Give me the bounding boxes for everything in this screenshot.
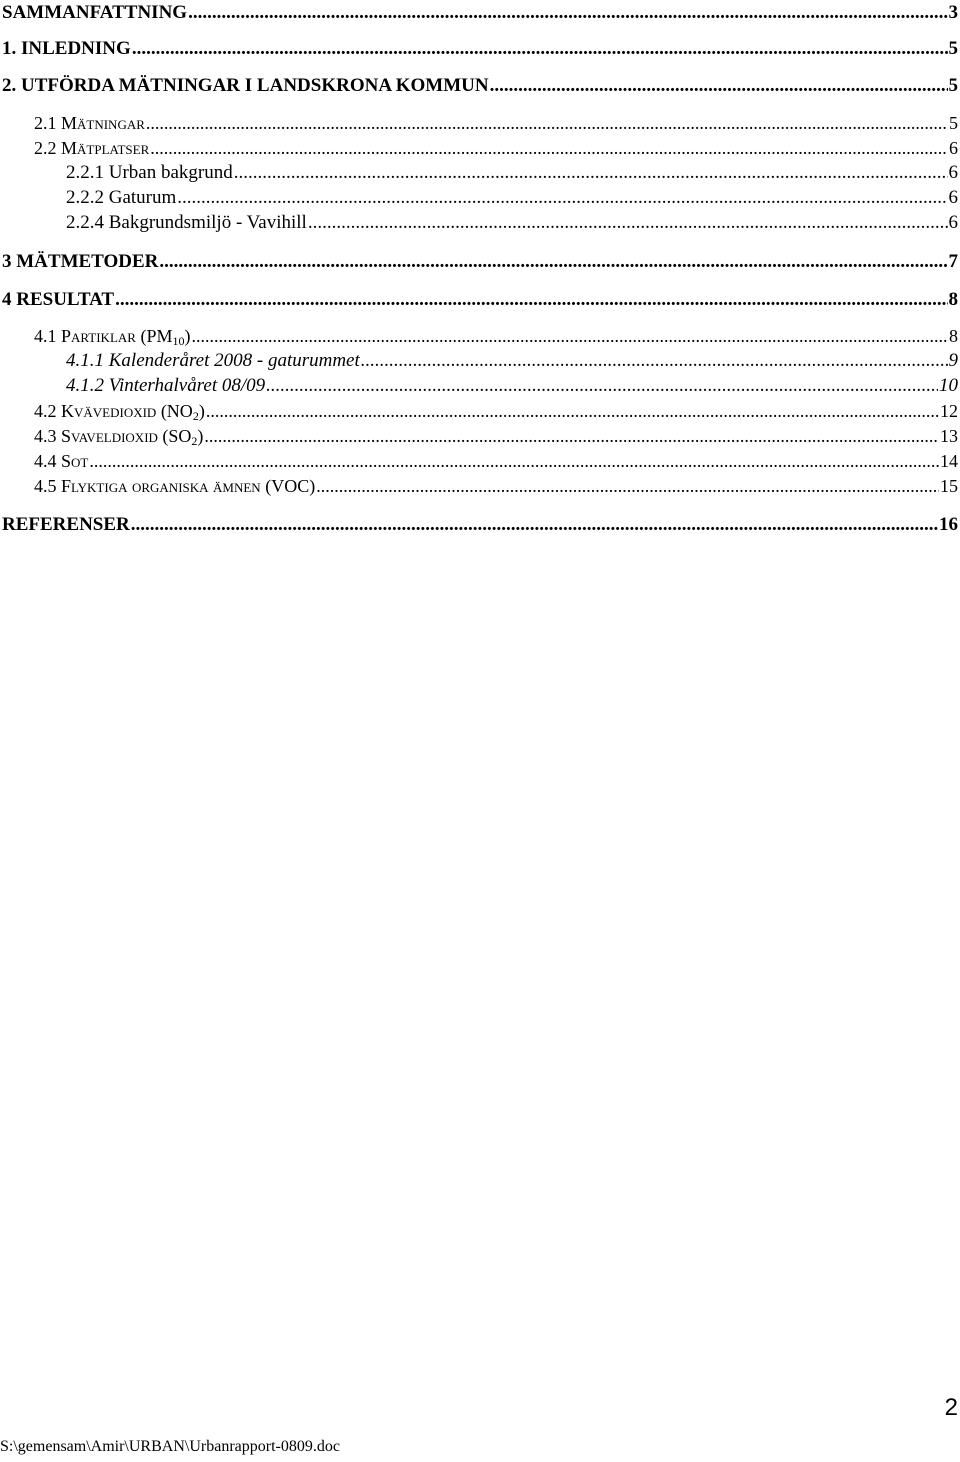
dot-leader [132,38,948,60]
toc-entry-title-main: 4.2 Kvävedioxid (NO [34,401,193,421]
toc-entry-title [34,400,205,422]
toc-entry-title-end: ) [198,401,205,421]
dot-leader [150,137,948,159]
toc-entry-title: 1. INLEDNING [2,38,131,59]
toc-entry-partiklar[interactable] [34,325,958,347]
toc-entry-title: 4.5 Flyktiga organiska ämnen (VOC) [34,476,316,496]
toc-entry-inledning[interactable] [2,38,958,60]
toc-entry-title: 2. UTFÖRDA MÄTNINGAR I LANDSKRONA KOMMUN [2,75,489,96]
toc-entry-title-subscript: 10 [172,334,185,348]
toc-entry-page: 9 [948,350,958,371]
dot-leader [206,400,939,422]
toc-entry-page: 5 [948,38,958,59]
toc-entry-matplatser[interactable] [34,137,958,159]
toc-entry-page: 15 [940,476,958,496]
toc-entry-flyktiga-organiska-amnen[interactable] [34,475,958,497]
toc-entry-title: REFERENSER [2,514,130,535]
dot-leader [159,251,947,273]
toc-entry-title: 4.1.1 Kalenderåret 2008 - gaturummet [66,350,360,371]
toc-entry-matningar[interactable] [34,112,958,134]
toc-entry-title-subscript: 2 [191,434,198,448]
toc-entry-page: 13 [940,426,958,446]
page-number: 2 [944,1394,958,1421]
toc-entry-kvavedioxid[interactable] [34,400,958,422]
toc-entry-sot[interactable] [34,450,958,472]
toc-entry-vinterhalvaret[interactable] [66,375,958,397]
toc-entry-title [34,325,190,347]
dot-leader [490,75,948,97]
toc-entry-page: 12 [940,401,958,421]
toc-entry-title: 2.2 Mätplatser [34,138,150,158]
dot-leader [308,212,948,234]
dot-leader [131,514,938,536]
toc-entry-page: 14 [940,451,958,471]
toc-entry-title-main: 4.3 Svaveldioxid (SO [34,426,192,446]
dot-leader [361,350,948,372]
toc-entry-title: 4.4 Sot [34,451,89,471]
toc-entry-page: 16 [939,514,958,535]
toc-entry-page: 5 [949,113,958,133]
toc-entry-utforda-matningar[interactable] [2,75,958,97]
toc-entry-page: 10 [939,375,958,396]
toc-entry-bakgrundsmiljo-vavihill[interactable] [66,212,958,234]
toc-entry-page: 8 [948,289,958,310]
toc-entry-page: 3 [948,2,958,23]
toc-entry-kalenderaret-2008[interactable] [66,350,958,372]
toc-entry-title: 4.1.2 Vinterhalvåret 08/09 [66,375,266,396]
dot-leader [89,450,939,472]
dot-leader [146,112,948,134]
toc-entry-page: 6 [948,187,958,208]
toc-entry-title: SAMMANFATTNING [2,2,188,23]
toc-entry-title [34,425,203,447]
toc-entry-referenser[interactable] [2,514,958,536]
dot-leader [204,425,939,447]
toc-entry-title: 4 RESULTAT [2,289,115,310]
toc-entry-page: 5 [948,75,958,96]
dot-leader [188,2,947,24]
footer-file-path: S:\gemensam\Amir\URBAN\Urbanrapport-0809.doc [0,1438,340,1455]
toc-entry-title: 2.2.2 Gaturum [66,187,177,208]
toc-entry-title-end: ) [197,426,204,446]
dot-leader [316,475,939,497]
toc-entry-title: 2.2.1 Urban bakgrund [66,162,233,183]
toc-entry-page: 8 [949,326,958,346]
toc-entry-title: 3 MÄTMETODER [2,251,159,272]
toc-entry-gaturum[interactable] [66,187,958,209]
toc-entry-title: 2.2.4 Bakgrundsmiljö - Vavihill [66,212,307,233]
dot-leader [234,162,948,184]
dot-leader [266,375,938,397]
toc-entry-sammanfattning[interactable] [2,2,958,24]
toc-entry-urban-bakgrund[interactable] [66,162,958,184]
toc-entry-title: 2.1 Mätningar [34,113,145,133]
toc-entry-title-end: ) [184,326,191,346]
dot-leader [191,325,948,347]
dot-leader [177,187,947,209]
toc-entry-resultat[interactable] [2,289,958,311]
toc-entry-matmetoder[interactable] [2,251,958,273]
toc-entry-page: 6 [949,138,958,158]
toc-entry-page: 6 [948,162,958,183]
toc-entry-page: 6 [948,212,958,233]
toc-entry-svaveldioxid[interactable] [34,425,958,447]
toc-entry-page: 7 [948,251,958,272]
toc-entry-title-subscript: 2 [192,409,199,423]
toc-entry-title-main: 4.1 Partiklar (PM [34,326,173,346]
dot-leader [115,289,947,311]
